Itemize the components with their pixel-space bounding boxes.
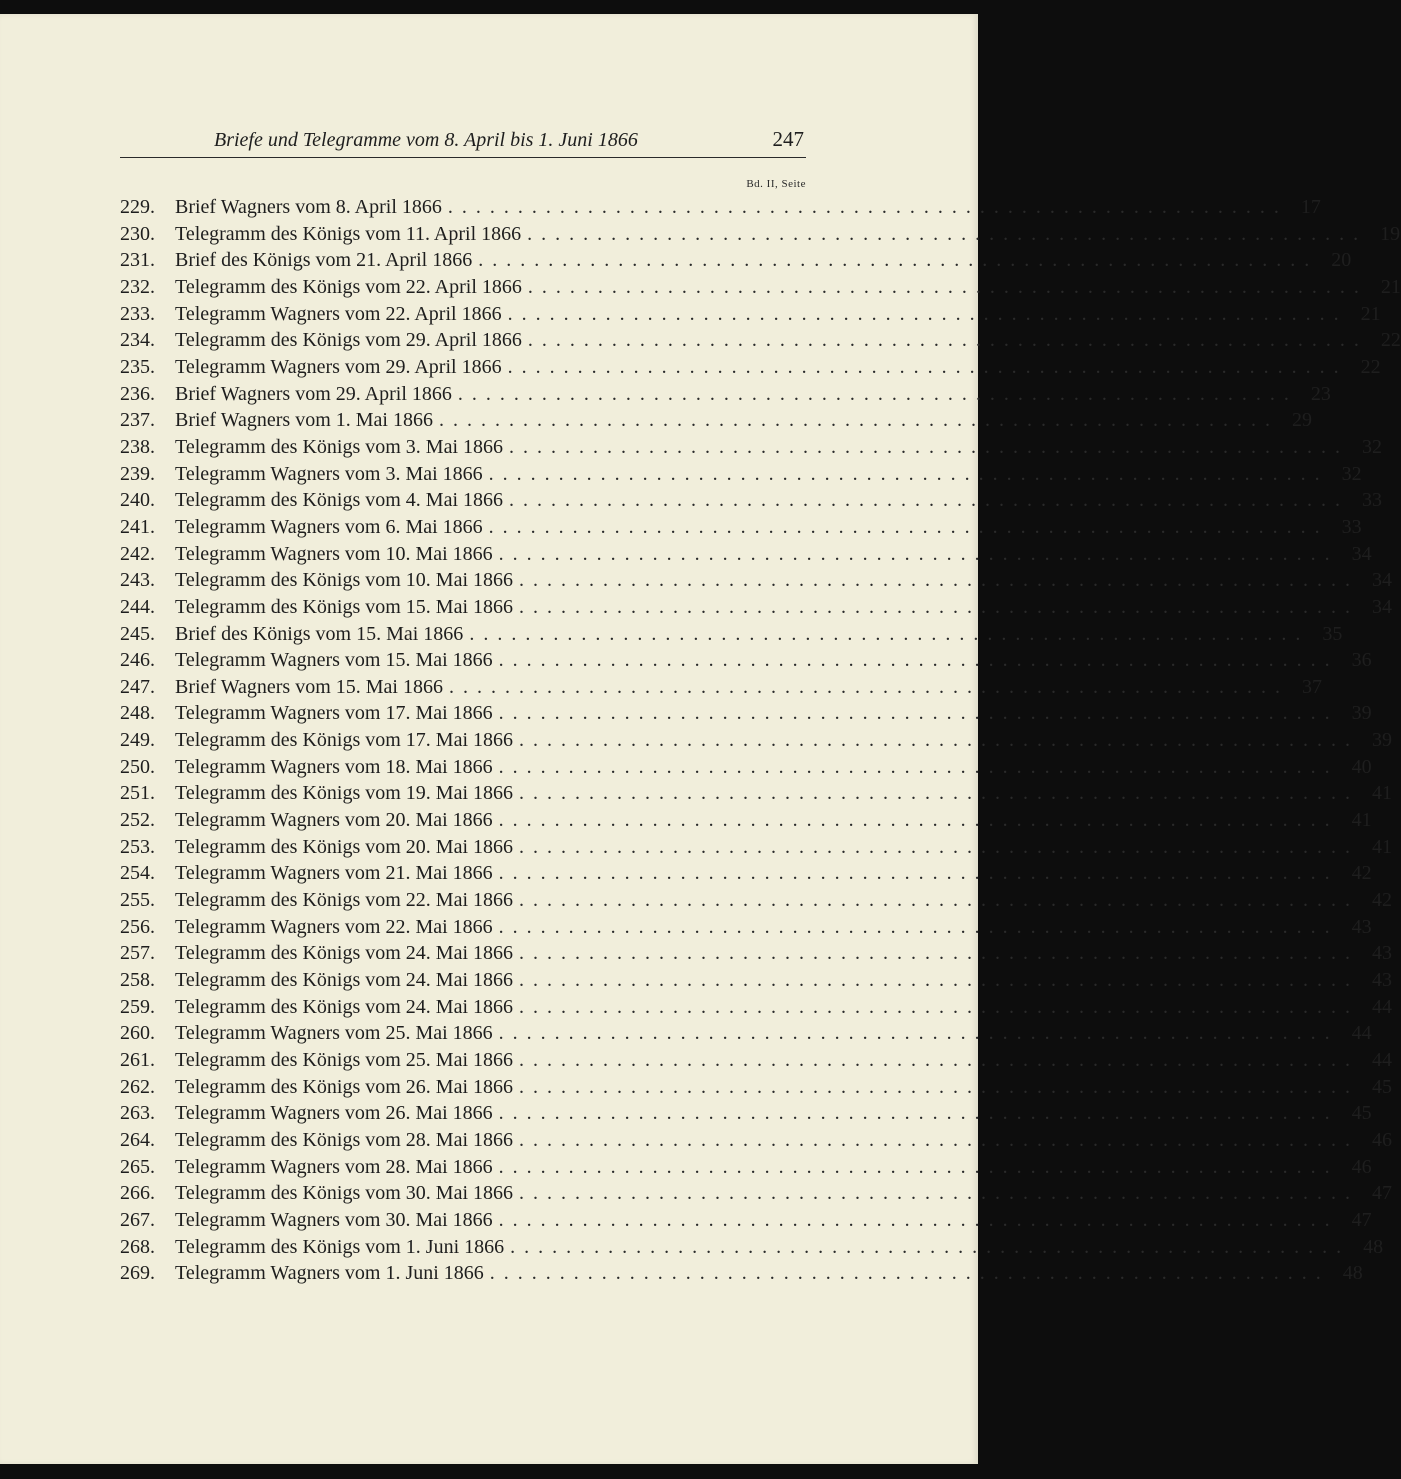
entry-title: Telegramm Wagners vom 28. Mai 1866	[175, 1155, 493, 1178]
list-item	[120, 1207, 1372, 1234]
entry-page: 21	[1380, 275, 1401, 298]
entry-number: 257.	[120, 942, 155, 965]
entry-title: Telegramm Wagners vom 6. Mai 1866	[175, 515, 483, 538]
entry-page: 37	[1301, 675, 1322, 698]
entry-title: Telegramm Wagners vom 26. Mai 1866	[175, 1102, 493, 1125]
dot-leader: . . . . . . . . . . . . . . . . . . . . . . . . . . . . . . . . . . . . . . . . . . . . . . . . . . . . . . . . . . . .	[507, 302, 1341, 325]
entry-page: 41	[1372, 782, 1392, 805]
entry-line	[175, 940, 1392, 967]
dot-leader: . . . . . . . . . . . . . . . . . . . . . . . . . . . . . . . . . . . . . . . . . . . . . . . . . . . . . . . . . . . .	[438, 409, 1272, 432]
dot-leader: . . . . . . . . . . . . . . . . . . . . . . . . . . . . . . . . . . . . . . . . . . . . . . . . . . . . . . . . . . . .	[519, 729, 1352, 752]
entry-number: 240.	[120, 489, 155, 512]
entry-page: 21	[1360, 302, 1381, 325]
entry-number: 231.	[120, 249, 155, 272]
entry-page: 41	[1372, 835, 1392, 858]
dot-leader: . . . . . . . . . . . . . . . . . . . . . . . . . . . . . . . . . . . . . . . . . . . . . . . . . . . . . . . . . . . .	[509, 489, 1342, 512]
entry-title: Telegramm des Königs vom 20. Mai 1866	[175, 835, 513, 858]
entry-line	[175, 1100, 1372, 1127]
dot-leader: . . . . . . . . . . . . . . . . . . . . . . . . . . . . . . . . . . . . . . . . . . . . . . . . . . . . . . . . . . . .	[527, 329, 1361, 352]
list-item	[120, 1234, 1384, 1261]
list-item	[120, 407, 1312, 434]
entry-page: 46	[1351, 1155, 1372, 1178]
entry-page: 35	[1322, 622, 1343, 645]
dot-leader: . . . . . . . . . . . . . . . . . . . . . . . . . . . . . . . . . . . . . . . . . . . . . . . . . . . . . . . . . . . .	[527, 275, 1361, 298]
list-item	[120, 940, 1392, 967]
entry-page: 29	[1291, 409, 1312, 432]
entry-number: 230.	[120, 222, 155, 245]
entry-line	[175, 301, 1381, 328]
entry-line	[175, 407, 1312, 434]
list-item	[120, 834, 1392, 861]
entry-page: 47	[1372, 1182, 1392, 1205]
entry-number: 253.	[120, 835, 155, 858]
entry-line	[175, 914, 1372, 941]
dot-leader: . . . . . . . . . . . . . . . . . . . . . . . . . . . . . . . . . . . . . . . . . . . . . . . . . . . . . . . . . . . .	[498, 1208, 1332, 1231]
list-item	[120, 647, 1372, 674]
list-item	[120, 727, 1392, 754]
entry-title: Brief des Königs vom 21. April 1866	[175, 249, 473, 272]
entry-title: Telegramm Wagners vom 10. Mai 1866	[175, 542, 493, 565]
entry-line	[175, 967, 1392, 994]
entry-title: Telegramm des Königs vom 24. Mai 1866	[175, 995, 513, 1018]
entry-page: 39	[1372, 729, 1392, 752]
dot-leader: . . . . . . . . . . . . . . . . . . . . . . . . . . . . . . . . . . . . . . . . . . . . . . . . . . . . . . . . . . . .	[519, 595, 1352, 618]
dot-leader: . . . . . . . . . . . . . . . . . . . . . . . . . . . . . . . . . . . . . . . . . . . . . . . . . . . . . . . . . . . .	[489, 1262, 1323, 1285]
dot-leader: . . . . . . . . . . . . . . . . . . . . . . . . . . . . . . . . . . . . . . . . . . . . . . . . . . . . . . . . . . . .	[519, 1049, 1352, 1071]
entry-page: 32	[1362, 435, 1382, 458]
entry-title: Telegramm Wagners vom 29. April 1866	[175, 355, 502, 378]
dot-leader: . . . . . . . . . . . . . . . . . . . . . . . . . . . . . . . . . . . . . . . . . . . . . . . . . . . . . . . . . . . .	[498, 542, 1332, 565]
list-item	[120, 327, 1401, 354]
running-title: Briefe und Telegramme vom 8. April bis 1. Juni 1866	[214, 129, 638, 151]
entry-line	[175, 674, 1322, 701]
entry-page: 47	[1351, 1208, 1372, 1231]
list-item	[120, 221, 1401, 248]
dot-leader: . . . . . . . . . . . . . . . . . . . . . . . . . . . . . . . . . . . . . . . . . . . . . . . . . . . . . . . . . . . .	[448, 675, 1282, 698]
entry-line	[175, 834, 1392, 861]
entry-line	[175, 381, 1331, 408]
list-item	[120, 354, 1381, 381]
entry-page: 19	[1380, 222, 1401, 245]
entry-page: 44	[1372, 995, 1392, 1018]
entry-number: 260.	[120, 1022, 155, 1045]
entry-number: 264.	[120, 1128, 155, 1151]
entry-page: 40	[1351, 755, 1372, 778]
dot-leader: . . . . . . . . . . . . . . . . . . . . . . . . . . . . . . . . . . . . . . . . . . . . . . . . . . . . . . . . . . . .	[498, 702, 1332, 725]
entry-number: 244.	[120, 595, 155, 618]
entry-page: 42	[1372, 889, 1392, 912]
list-item	[120, 1154, 1372, 1181]
entry-page: 34	[1372, 595, 1392, 618]
entry-line	[175, 327, 1401, 354]
dot-leader: . . . . . . . . . . . . . . . . . . . . . . . . . . . . . . . . . . . . . . . . . . . . . . . . . . . . . . . . . . . .	[498, 915, 1332, 938]
entry-title: Telegramm Wagners vom 18. Mai 1866	[175, 755, 493, 778]
dot-leader: . . . . . . . . . . . . . . . . . . . . . . . . . . . . . . . . . . . . . . . . . . . . . . . . . . . . . . . . . . . .	[498, 755, 1332, 778]
dot-leader: . . . . . . . . . . . . . . . . . . . . . . . . . . . . . . . . . . . . . . . . . . . . . . . . . . . . . . . . . . . .	[510, 1235, 1344, 1258]
entry-line	[175, 1020, 1372, 1047]
entry-number: 259.	[120, 995, 155, 1018]
dot-leader: . . . . . . . . . . . . . . . . . . . . . . . . . . . . . . . . . . . . . . . . . . . . . . . . . . . . . . . . . . . .	[498, 1022, 1332, 1045]
entry-number: 251.	[120, 782, 155, 805]
entry-line	[175, 1047, 1392, 1074]
list-item	[120, 700, 1372, 727]
dot-leader: . . . . . . . . . . . . . . . . . . . . . . . . . . . . . . . . . . . . . . . . . . . . . . . . . . . . . . . . . . . .	[507, 355, 1341, 378]
entry-title: Telegramm des Königs vom 22. April 1866	[175, 275, 522, 298]
list-item	[120, 860, 1372, 887]
list-item	[120, 1074, 1392, 1101]
dot-leader: . . . . . . . . . . . . . . . . . . . . . . . . . . . . . . . . . . . . . . . . . . . . . . . . . . . . . . . . . . . .	[519, 995, 1352, 1018]
list-item	[120, 994, 1392, 1021]
entry-line	[175, 274, 1401, 301]
dot-leader: . . . . . . . . . . . . . . . . . . . . . . . . . . . . . . . . . . . . . . . . . . . . . . . . . . . . . . . . . . . .	[519, 942, 1352, 965]
list-item	[120, 914, 1372, 941]
entry-page: 20	[1331, 249, 1352, 272]
dot-leader: . . . . . . . . . . . . . . . . . . . . . . . . . . . . . . . . . . . . . . . . . . . . . . . . . . . . . . . . . . . .	[498, 1102, 1332, 1125]
entry-title: Telegramm des Königs vom 19. Mai 1866	[175, 782, 513, 805]
list-item	[120, 967, 1392, 994]
entry-number: 269.	[120, 1262, 155, 1285]
list-item	[120, 194, 1321, 221]
entry-number: 243.	[120, 569, 155, 592]
entry-number: 237.	[120, 409, 155, 432]
list-item	[120, 487, 1382, 514]
entry-page: 36	[1351, 649, 1372, 672]
dot-leader: . . . . . . . . . . . . . . . . . . . . . . . . . . . . . . . . . . . . . . . . . . . . . . . . . . . . . . . . . . . .	[519, 569, 1352, 592]
list-item	[120, 301, 1381, 328]
entry-line	[175, 700, 1372, 727]
list-item	[120, 1180, 1392, 1207]
entry-line	[175, 621, 1343, 648]
entry-number: 235.	[120, 355, 155, 378]
entry-title: Brief des Königs vom 15. Mai 1866	[175, 622, 464, 645]
entry-title: Telegramm Wagners vom 25. Mai 1866	[175, 1022, 493, 1045]
entry-number: 252.	[120, 809, 155, 832]
dot-leader: . . . . . . . . . . . . . . . . . . . . . . . . . . . . . . . . . . . . . . . . . . . . . . . . . . . . . . . . . . . .	[519, 782, 1352, 805]
entry-title: Telegramm Wagners vom 30. Mai 1866	[175, 1208, 493, 1231]
entry-number: 254.	[120, 862, 155, 885]
entry-number: 234.	[120, 329, 155, 352]
entry-number: 248.	[120, 702, 155, 725]
entry-number: 232.	[120, 275, 155, 298]
entry-line	[175, 1127, 1392, 1154]
entry-page: 45	[1351, 1102, 1372, 1125]
entry-title: Telegramm Wagners vom 21. Mai 1866	[175, 862, 493, 885]
entry-title: Brief Wagners vom 29. April 1866	[175, 382, 452, 405]
dot-leader: . . . . . . . . . . . . . . . . . . . . . . . . . . . . . . . . . . . . . . . . . . . . . . . . . . . . . . . . . . . .	[519, 969, 1352, 992]
entry-title: Telegramm des Königs vom 24. Mai 1866	[175, 969, 513, 992]
list-item	[120, 780, 1392, 807]
entry-page: 33	[1341, 515, 1362, 538]
entry-line	[175, 221, 1401, 248]
entry-page: 48	[1342, 1262, 1363, 1285]
entry-page: 48	[1363, 1235, 1384, 1258]
entry-title: Telegramm des Königs vom 22. Mai 1866	[175, 889, 513, 912]
list-item	[120, 674, 1322, 701]
dot-leader: . . . . . . . . . . . . . . . . . . . . . . . . . . . . . . . . . . . . . . . . . . . . . . . . . . . . . . . . . . . .	[527, 222, 1361, 245]
entry-number: 267.	[120, 1208, 155, 1231]
entry-line	[175, 727, 1392, 754]
dot-leader: . . . . . . . . . . . . . . . . . . . . . . . . . . . . . . . . . . . . . . . . . . . . . . . . . . . . . . . . . . . .	[457, 382, 1291, 405]
entry-line	[175, 1180, 1392, 1207]
entry-page: 43	[1372, 942, 1392, 965]
entry-title: Telegramm des Königs vom 3. Mai 1866	[175, 435, 503, 458]
entry-line	[175, 1074, 1392, 1101]
list-item	[120, 567, 1392, 594]
dot-leader: . . . . . . . . . . . . . . . . . . . . . . . . . . . . . . . . . . . . . . . . . . . . . . . . . . . . . . . . . . . .	[509, 435, 1342, 458]
dot-leader: . . . . . . . . . . . . . . . . . . . . . . . . . . . . . . . . . . . . . . . . . . . . . . . . . . . . . . . . . . . .	[498, 649, 1332, 672]
entry-line	[175, 541, 1372, 568]
entry-title: Telegramm des Königs vom 1. Juni 1866	[175, 1235, 505, 1258]
entry-title: Brief Wagners vom 15. Mai 1866	[175, 675, 443, 698]
list-item	[120, 1100, 1372, 1127]
entry-title: Telegramm Wagners vom 22. Mai 1866	[175, 915, 493, 938]
column-note: Bd. II, Seite	[746, 178, 806, 190]
entry-number: 239.	[120, 462, 155, 485]
entry-number: 238.	[120, 435, 155, 458]
entry-title: Telegramm Wagners vom 17. Mai 1866	[175, 702, 493, 725]
entry-line	[175, 487, 1382, 514]
dot-leader: . . . . . . . . . . . . . . . . . . . . . . . . . . . . . . . . . . . . . . . . . . . . . . . . . . . . . . . . . . . .	[519, 1128, 1352, 1151]
entry-line	[175, 1260, 1363, 1287]
entry-number: 262.	[120, 1075, 155, 1098]
entry-number: 246.	[120, 649, 155, 672]
dot-leader: . . . . . . . . . . . . . . . . . . . . . . . . . . . . . . . . . . . . . . . . . . . . . . . . . . . . . . . . . . . .	[478, 249, 1312, 272]
entry-line	[175, 1234, 1384, 1261]
entry-page: 44	[1372, 1049, 1392, 1071]
entry-page: 39	[1351, 702, 1372, 725]
entry-title: Telegramm des Königs vom 11. April 1866	[175, 222, 522, 245]
list-item	[120, 1020, 1372, 1047]
entry-title: Brief Wagners vom 8. April 1866	[175, 196, 442, 218]
dot-leader: . . . . . . . . . . . . . . . . . . . . . . . . . . . . . . . . . . . . . . . . . . . . . . . . . . . . . . . . . . . .	[519, 889, 1352, 912]
dot-leader: . . . . . . . . . . . . . . . . . . . . . . . . . . . . . . . . . . . . . . . . . . . . . . . . . . . . . . . . . . . .	[498, 809, 1332, 832]
dot-leader: . . . . . . . . . . . . . . . . . . . . . . . . . . . . . . . . . . . . . . . . . . . . . . . . . . . . . . . . . . . .	[519, 835, 1352, 858]
entry-title: Telegramm des Königs vom 15. Mai 1866	[175, 595, 513, 618]
entry-number: 245.	[120, 622, 155, 645]
entry-title: Telegramm des Königs vom 24. Mai 1866	[175, 942, 513, 965]
entry-title: Telegramm Wagners vom 20. Mai 1866	[175, 809, 493, 832]
entry-title: Telegramm des Königs vom 10. Mai 1866	[175, 569, 513, 592]
list-item	[120, 807, 1372, 834]
entry-number: 263.	[120, 1102, 155, 1125]
entry-line	[175, 780, 1392, 807]
entry-title: Telegramm Wagners vom 3. Mai 1866	[175, 462, 483, 485]
entry-number: 242.	[120, 542, 155, 565]
entry-number: 256.	[120, 915, 155, 938]
entry-line	[175, 194, 1321, 221]
entry-line	[175, 647, 1372, 674]
dot-leader: . . . . . . . . . . . . . . . . . . . . . . . . . . . . . . . . . . . . . . . . . . . . . . . . . . . . . . . . . . . .	[498, 862, 1332, 885]
dot-leader: . . . . . . . . . . . . . . . . . . . . . . . . . . . . . . . . . . . . . . . . . . . . . . . . . . . . . . . . . . . .	[488, 515, 1322, 538]
list-item	[120, 621, 1343, 648]
entry-page: 43	[1372, 969, 1392, 992]
list-item	[120, 594, 1392, 621]
entry-line	[175, 887, 1392, 914]
entry-line	[175, 247, 1352, 274]
list-item	[120, 381, 1331, 408]
entry-number: 261.	[120, 1049, 155, 1071]
entry-title: Telegramm Wagners vom 15. Mai 1866	[175, 649, 493, 672]
entry-number: 236.	[120, 382, 155, 405]
list-item	[120, 1260, 1363, 1287]
entry-page: 43	[1351, 915, 1372, 938]
entry-page: 41	[1351, 809, 1372, 832]
entry-number: 247.	[120, 675, 155, 698]
entry-page: 22	[1380, 329, 1401, 352]
entry-page: 23	[1310, 382, 1331, 405]
list-item	[120, 1047, 1392, 1074]
entry-number: 255.	[120, 889, 155, 912]
entry-page: 22	[1360, 355, 1381, 378]
entry-title: Telegramm des Königs vom 30. Mai 1866	[175, 1182, 513, 1205]
entry-title: Telegramm Wagners vom 1. Juni 1866	[175, 1262, 484, 1285]
entry-number: 241.	[120, 515, 155, 538]
entry-page: 46	[1372, 1128, 1392, 1151]
entry-title: Telegramm des Königs vom 17. Mai 1866	[175, 729, 513, 752]
entry-number: 268.	[120, 1235, 155, 1258]
entry-title: Brief Wagners vom 1. Mai 1866	[175, 409, 433, 432]
entry-page: 34	[1351, 542, 1372, 565]
entry-number: 258.	[120, 969, 155, 992]
entry-line	[175, 567, 1392, 594]
entry-line	[175, 594, 1392, 621]
dot-leader: . . . . . . . . . . . . . . . . . . . . . . . . . . . . . . . . . . . . . . . . . . . . . . . . . . . . . . . . . . . .	[469, 622, 1303, 645]
contents-list	[120, 194, 1401, 1287]
entry-title: Telegramm des Königs vom 26. Mai 1866	[175, 1075, 513, 1098]
entry-page: 45	[1372, 1075, 1392, 1098]
entry-title: Telegramm des Königs vom 4. Mai 1866	[175, 489, 503, 512]
dot-leader: . . . . . . . . . . . . . . . . . . . . . . . . . . . . . . . . . . . . . . . . . . . . . . . . . . . . . . . . . . . .	[519, 1075, 1352, 1098]
entry-title: Telegramm des Königs vom 29. April 1866	[175, 329, 522, 352]
entry-page: 32	[1341, 462, 1362, 485]
entry-page: 17	[1300, 196, 1321, 218]
entry-number: 229.	[120, 196, 155, 218]
entry-line	[175, 514, 1362, 541]
entry-title: Telegramm des Königs vom 25. Mai 1866	[175, 1049, 513, 1071]
entry-number: 265.	[120, 1155, 155, 1178]
dot-leader: . . . . . . . . . . . . . . . . . . . . . . . . . . . . . . . . . . . . . . . . . . . . . . . . . . . . . . . . . . . .	[488, 462, 1322, 485]
entry-page: 34	[1372, 569, 1392, 592]
list-item	[120, 461, 1362, 488]
entry-line	[175, 754, 1372, 781]
list-item	[120, 541, 1372, 568]
entry-line	[175, 354, 1381, 381]
page-number: 247	[772, 127, 804, 151]
entry-page: 42	[1351, 862, 1372, 885]
entry-line	[175, 461, 1362, 488]
entry-page: 33	[1362, 489, 1382, 512]
entry-number: 233.	[120, 302, 155, 325]
entry-page: 44	[1351, 1022, 1372, 1045]
entry-line	[175, 860, 1372, 887]
list-item	[120, 754, 1372, 781]
list-item	[120, 514, 1362, 541]
entry-line	[175, 994, 1392, 1021]
entry-line	[175, 807, 1372, 834]
list-item	[120, 274, 1401, 301]
entry-line	[175, 1207, 1372, 1234]
entry-line	[175, 1154, 1372, 1181]
list-item	[120, 1127, 1392, 1154]
dot-leader: . . . . . . . . . . . . . . . . . . . . . . . . . . . . . . . . . . . . . . . . . . . . . . . . . . . . . . . . . . . .	[519, 1182, 1352, 1205]
entry-title: Telegramm des Königs vom 28. Mai 1866	[175, 1128, 513, 1151]
entry-number: 250.	[120, 755, 155, 778]
entry-line	[175, 434, 1382, 461]
dot-leader: . . . . . . . . . . . . . . . . . . . . . . . . . . . . . . . . . . . . . . . . . . . . . . . . . . . . . . . . . . . .	[447, 196, 1281, 218]
list-item	[120, 434, 1382, 461]
entry-number: 249.	[120, 729, 155, 752]
running-header	[120, 129, 806, 158]
entry-title: Telegramm Wagners vom 22. April 1866	[175, 302, 502, 325]
list-item	[120, 247, 1352, 274]
entry-number: 266.	[120, 1182, 155, 1205]
dot-leader: . . . . . . . . . . . . . . . . . . . . . . . . . . . . . . . . . . . . . . . . . . . . . . . . . . . . . . . . . . . .	[498, 1155, 1332, 1178]
list-item	[120, 887, 1392, 914]
